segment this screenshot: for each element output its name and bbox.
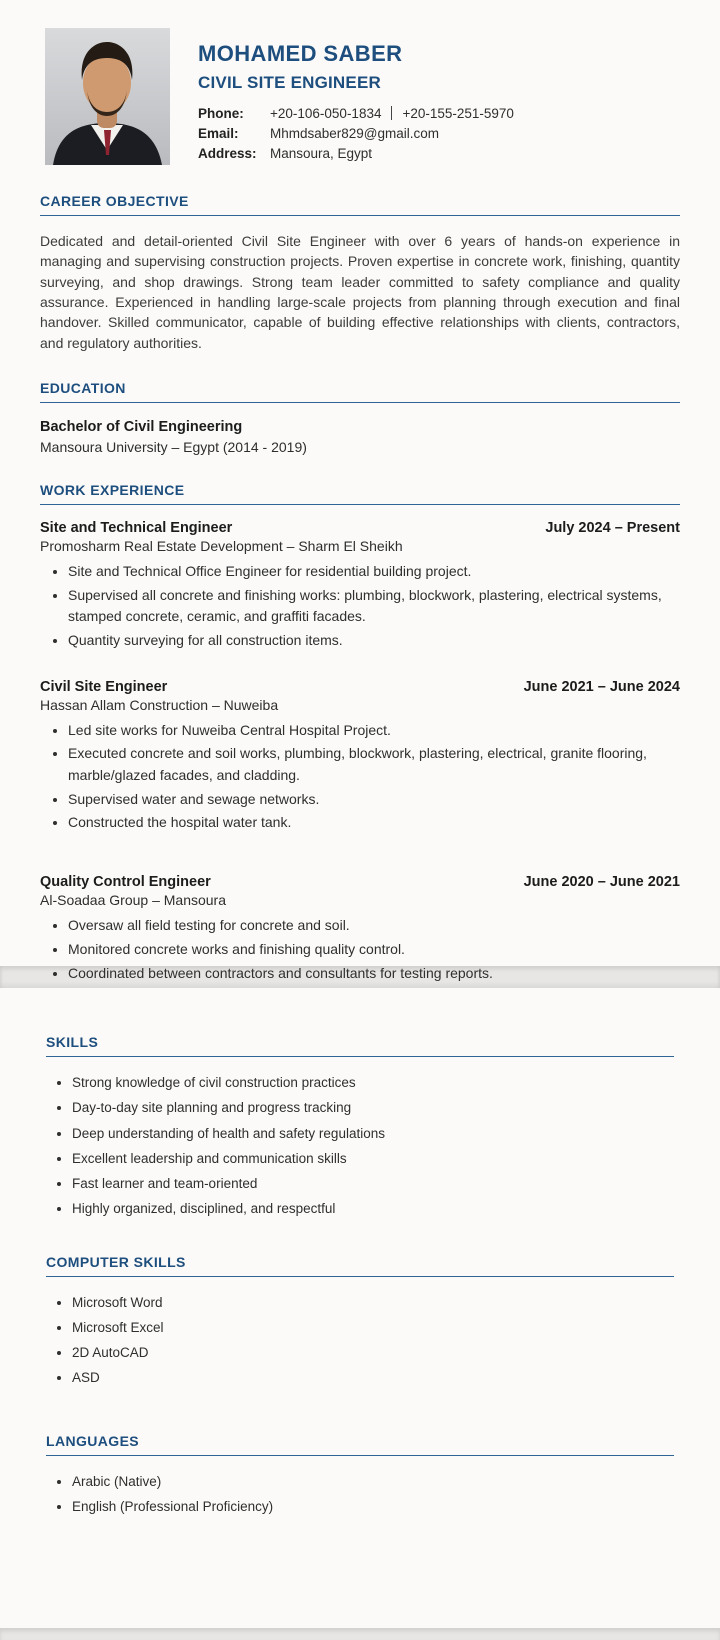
address-label: Address: [198, 146, 257, 162]
languages-heading: LANGUAGES [46, 1433, 674, 1456]
education-heading: EDUCATION [40, 380, 680, 403]
job-2-bullet: • Executed concrete and soil works, plumbing, blockwork, plastering, electrical, granite flooring, marble/glazed facades, and cladding. [68, 743, 680, 786]
job-1-bullets [40, 561, 680, 652]
skills-heading: SKILLS [46, 1034, 674, 1057]
job-2-title: Civil Site Engineer [40, 678, 168, 695]
job-2-bullets [40, 720, 680, 834]
skills-list [46, 1073, 674, 1220]
computer-skill-item: • 2D AutoCAD [72, 1343, 674, 1363]
skill-item: • Day-to-day site planning and progress tracking [72, 1098, 674, 1118]
skill-item: • Fast learner and team-oriented [72, 1174, 674, 1194]
computer-skill-item: • Microsoft Excel [72, 1318, 674, 1338]
job-2-bullet: • Supervised water and sewage networks. [68, 789, 680, 811]
contact-block [198, 106, 680, 161]
job-1-company: Promosharm Real Estate Development – Sharm El Sheikh [40, 537, 403, 554]
phone-divider [391, 106, 392, 120]
computer-skill-item: • ASD [72, 1368, 674, 1388]
section-skills [46, 1034, 674, 1220]
skill-item: • Strong knowledge of civil construction practices [72, 1073, 674, 1093]
skill-item: • Excellent leadership and communication skills [72, 1149, 674, 1169]
resume-header [40, 28, 680, 166]
job-3-dates: June 2020 – June 2021 [523, 874, 680, 891]
job-3-head [40, 874, 680, 890]
profile-photo [45, 28, 170, 165]
page-break-bottom [0, 1628, 720, 1640]
profile-photo-illustration [45, 28, 170, 165]
phone-number-1: +20-106-050-1834 [270, 106, 382, 122]
section-languages [46, 1433, 674, 1518]
education-school: Mansoura University – Egypt (2014 - 2019) [40, 438, 307, 455]
contact-phone-row [198, 106, 680, 121]
computer-skills-list [46, 1293, 674, 1389]
computer-skill-item: • Microsoft Word [72, 1293, 674, 1313]
computer-skills-heading: COMPUTER SKILLS [46, 1254, 674, 1277]
phone-values [270, 106, 514, 121]
job-2-bullet: • Led site works for Nuweiba Central Hospital Project. [68, 720, 680, 742]
job-1-title: Site and Technical Engineer [40, 519, 233, 536]
header-info [198, 28, 680, 166]
job-2-bullet: • Constructed the hospital water tank. [68, 812, 680, 834]
language-item: • English (Professional Proficiency) [72, 1497, 674, 1517]
section-work-experience [40, 482, 680, 984]
career-objective-heading: CAREER OBJECTIVE [40, 193, 680, 216]
job-3-bullet: • Oversaw all field testing for concrete and soil. [68, 915, 680, 937]
work-experience-heading: WORK EXPERIENCE [40, 482, 680, 505]
section-career-objective [40, 193, 680, 353]
job-3-bullet: • Coordinated between contractors and consultants for testing reports. [68, 963, 680, 985]
candidate-name: MOHAMED SABER [198, 41, 403, 66]
section-computer-skills [46, 1254, 674, 1389]
job-1-bullet: • Site and Technical Office Engineer for residential building project. [68, 561, 680, 583]
contact-email-row [198, 126, 680, 141]
phone-number-2: +20-155-251-5970 [402, 106, 514, 122]
contact-address-row [198, 146, 680, 161]
section-education [40, 380, 680, 455]
job-1-bullet: • Supervised all concrete and finishing works: plumbing, blockwork, plastering, electrical systems, stamped concrete, ceramic, and graffiti facades. [68, 585, 680, 628]
job-1-head [40, 520, 680, 536]
job-1-dates: July 2024 – Present [545, 519, 680, 536]
address-value: Mansoura, Egypt [270, 146, 373, 162]
candidate-title: CIVIL SITE ENGINEER [198, 73, 381, 93]
language-item: • Arabic (Native) [72, 1472, 674, 1492]
job-entry-2 [40, 679, 680, 834]
job-3-title: Quality Control Engineer [40, 874, 211, 891]
job-entry-1 [40, 520, 680, 652]
job-1-bullet: • Quantity surveying for all construction items. [68, 630, 680, 652]
phone-label: Phone: [198, 106, 244, 122]
email-label: Email: [198, 126, 239, 142]
career-objective-text: Dedicated and detail-oriented Civil Site Engineer with over 6 years of hands-on experience in managing and supervising construction projects. Proven expertise in concrete work, finishing, quantity surveying, and shop drawings. Strong team leader committed to safety compliance and quality assurance. Experienced in handling large-scale projects from planning through execution and final handover. Skilled communicator, capable of building effective relationships with clients, contractors, and regulatory authorities. [40, 233, 680, 351]
job-3-bullet: • Monitored concrete works and finishing quality control. [68, 939, 680, 961]
job-2-head [40, 679, 680, 695]
skill-item: • Highly organized, disciplined, and respectful [72, 1199, 674, 1219]
languages-list [46, 1472, 674, 1518]
email-value: Mhmdsaber829@gmail.com [270, 126, 440, 142]
resume-page-2 [0, 988, 720, 1628]
skill-item: • Deep understanding of health and safety regulations [72, 1124, 674, 1144]
education-degree: Bachelor of Civil Engineering [40, 418, 243, 435]
job-3-company: Al-Soadaa Group – Mansoura [40, 892, 226, 909]
job-2-dates: June 2021 – June 2024 [523, 678, 680, 695]
job-2-company: Hassan Allam Construction – Nuweiba [40, 696, 279, 713]
